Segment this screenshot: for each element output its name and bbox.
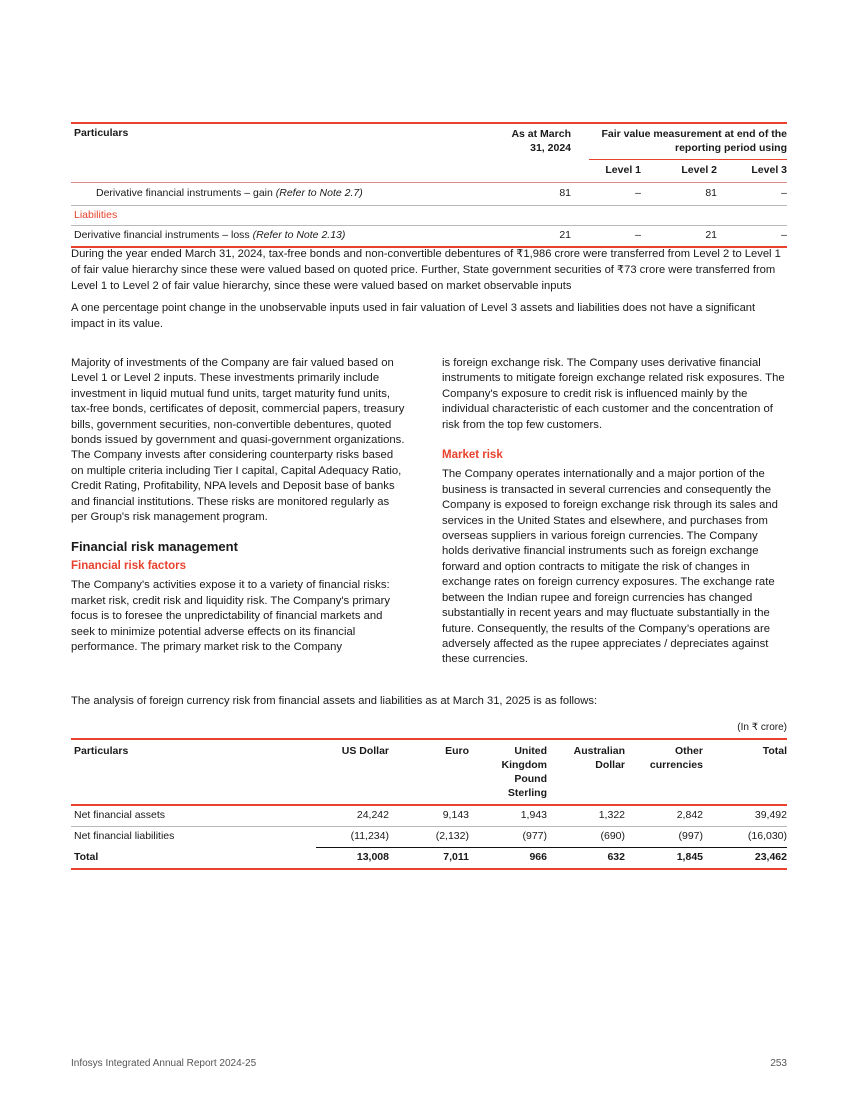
cell-total: 23,462 [754, 851, 787, 863]
cell-us-dollar: 24,242 [356, 809, 389, 821]
transfer-note: During the year ended March 31, 2024, tax-free bonds and non-convertible debentures of ₹1,986 crore were transferred from Level 2 to Level 1 of fair value hierarchy since these were valued based on quoted price. Further, State government securities of ₹73 crore were transferred from Level 1 to Level 2 of fair value hierarchy, since these were valued based on market observable inputs [71, 248, 781, 292]
cell-as-at: 21 [559, 229, 571, 241]
right-column [442, 356, 787, 668]
fx-intro: The analysis of foreign currency risk from financial assets and liabilities as at March 31, 2025 is as follows: [71, 695, 598, 707]
header-level-3: Level 3 [751, 164, 787, 176]
cell-level-3: – [781, 229, 787, 241]
header-fair-value-group: Fair value measurement at end of the reporting period using [601, 128, 787, 154]
header-level-1: Level 1 [605, 164, 641, 176]
cell-euro: 7,011 [443, 851, 469, 863]
header-level-2: Level 2 [681, 164, 717, 176]
investments-paragraph: Majority of investments of the Company are fair valued based on Level 1 or Level 2 inputs. These investments primarily include investment in liquid mutual fund units, target maturity fund units, tax-free bonds, certificates of deposit, commercial papers, treasury bills, government securities, non-convertible debentures, quoted bonds issued by government and quasi-government organizations. The Company invests after considering counterparty risks based on multiple criteria including Tier I capital, Capital Adequacy Ratio, Credit Rating, Profitability, NPA levels and Deposit base of banks and financial institutions. These risks are monitored regularly as per Group's risk management program. [71, 357, 405, 524]
row-label: Net financial assets [74, 809, 166, 821]
table-header-row [71, 124, 787, 159]
header-us-dollar: US Dollar [341, 745, 389, 757]
header-aud: Australian Dollar [573, 745, 625, 771]
cell-level-2: 81 [705, 187, 717, 199]
row-label-text: Derivative financial instruments – gain [96, 187, 273, 199]
header-total: Total [762, 745, 787, 757]
note-reference: (Refer to Note 2.13) [252, 229, 346, 241]
table-header-row [71, 740, 787, 804]
footer-report-title: Infosys Integrated Annual Report 2024-25 [71, 1058, 257, 1069]
sensitivity-note: A one percentage point change in the unobservable inputs used in fair valuation of Level 3 assets and liabilities does not have a significant impact in its value. [71, 302, 756, 330]
risk-factors-paragraph: The Company's activities expose it to a variety of financial risks: market risk, credit risk and liquidity risk. The Company's primary focus is to foresee the unpredictability of financial markets and seek to minimize potential adverse effects on its financial performance. The primary market risk to the Company [71, 579, 390, 653]
cell-gbp: (977) [522, 830, 547, 842]
cell-other: (997) [678, 830, 703, 842]
market-risk-paragraph: The Company operates internationally and a major portion of the business is transacted in several currencies and consequently the Company is exposed to foreign exchange risk through its sales and services in the United States and elsewhere, and purchases from overseas suppliers in various foreign currencies. The Company holds derivative financial instruments such as foreign exchange forward and option contracts to mitigate the risk of changes in exchange rates on foreign currency exposures. The exchange rate between the Indian rupee and foreign currencies has changed substantially in recent years and may fluctuate substantially in the future. Consequently, the results of the Company’s operations are adversely affected as the rupee appreciates / depreciates against these currencies. [442, 468, 778, 666]
section-heading: Financial risk management [71, 539, 238, 555]
page-number: 253 [770, 1058, 787, 1069]
cell-gbp: 966 [529, 851, 547, 863]
table-row-total [71, 848, 787, 868]
cell-level-1: – [635, 229, 641, 241]
header-other: Other currencies [649, 745, 703, 771]
level-header-row [71, 160, 787, 182]
table-bottom-rule [71, 868, 787, 870]
cell-us-dollar: (11,234) [350, 830, 389, 842]
cell-level-2: 21 [705, 229, 717, 241]
table-row [71, 827, 787, 847]
fx-risk-table [71, 738, 787, 870]
header-euro: Euro [445, 745, 469, 757]
cell-other: 1,845 [676, 851, 703, 863]
cell-level-1: – [635, 187, 641, 199]
header-particulars: Particulars [74, 745, 129, 757]
header-as-at: As at March 31, 2024 [511, 128, 571, 154]
fair-value-table [71, 122, 787, 248]
liabilities-label-row [71, 206, 787, 225]
row-label [71, 229, 501, 241]
table-row [71, 806, 787, 826]
row-label [71, 187, 501, 199]
unit-label: (In ₹ crore) [737, 722, 787, 733]
cell-other: 2,842 [676, 809, 703, 821]
transfer-note-block [71, 246, 787, 332]
cell-aud: 632 [607, 851, 625, 863]
subheading: Financial risk factors [71, 559, 187, 572]
cell-aud: (690) [600, 830, 625, 842]
table-row [71, 226, 787, 246]
row-label: Net financial liabilities [74, 830, 175, 842]
cell-euro: (2,132) [435, 830, 469, 842]
header-gbp: United Kingdom Pound Sterling [501, 745, 547, 799]
fx-intro-block [71, 693, 787, 709]
note-reference: (Refer to Note 2.7) [275, 187, 363, 199]
cell-us-dollar: 13,008 [356, 851, 389, 863]
cell-as-at: 81 [559, 187, 571, 199]
table-row [71, 183, 787, 205]
left-column [71, 356, 406, 655]
liabilities-label: Liabilities [74, 209, 118, 221]
cell-gbp: 1,943 [520, 809, 547, 821]
continuation-paragraph: is foreign exchange risk. The Company uses derivative financial instruments to mitigate foreign exchange related risk exposures. The Company's exposure to credit risk is influenced mainly by the individual characteristic of each customer and the concentration of risk from the top few customers. [442, 357, 785, 431]
cell-aud: 1,322 [598, 809, 625, 821]
cell-euro: 9,143 [442, 809, 469, 821]
row-label: Total [74, 851, 99, 863]
header-particulars: Particulars [74, 127, 129, 139]
row-label-text: Derivative financial instruments – loss [74, 229, 250, 241]
cell-total: (16,030) [747, 830, 787, 842]
market-risk-heading: Market risk [442, 449, 503, 462]
cell-total: 39,492 [754, 809, 787, 821]
cell-level-3: – [781, 187, 787, 199]
